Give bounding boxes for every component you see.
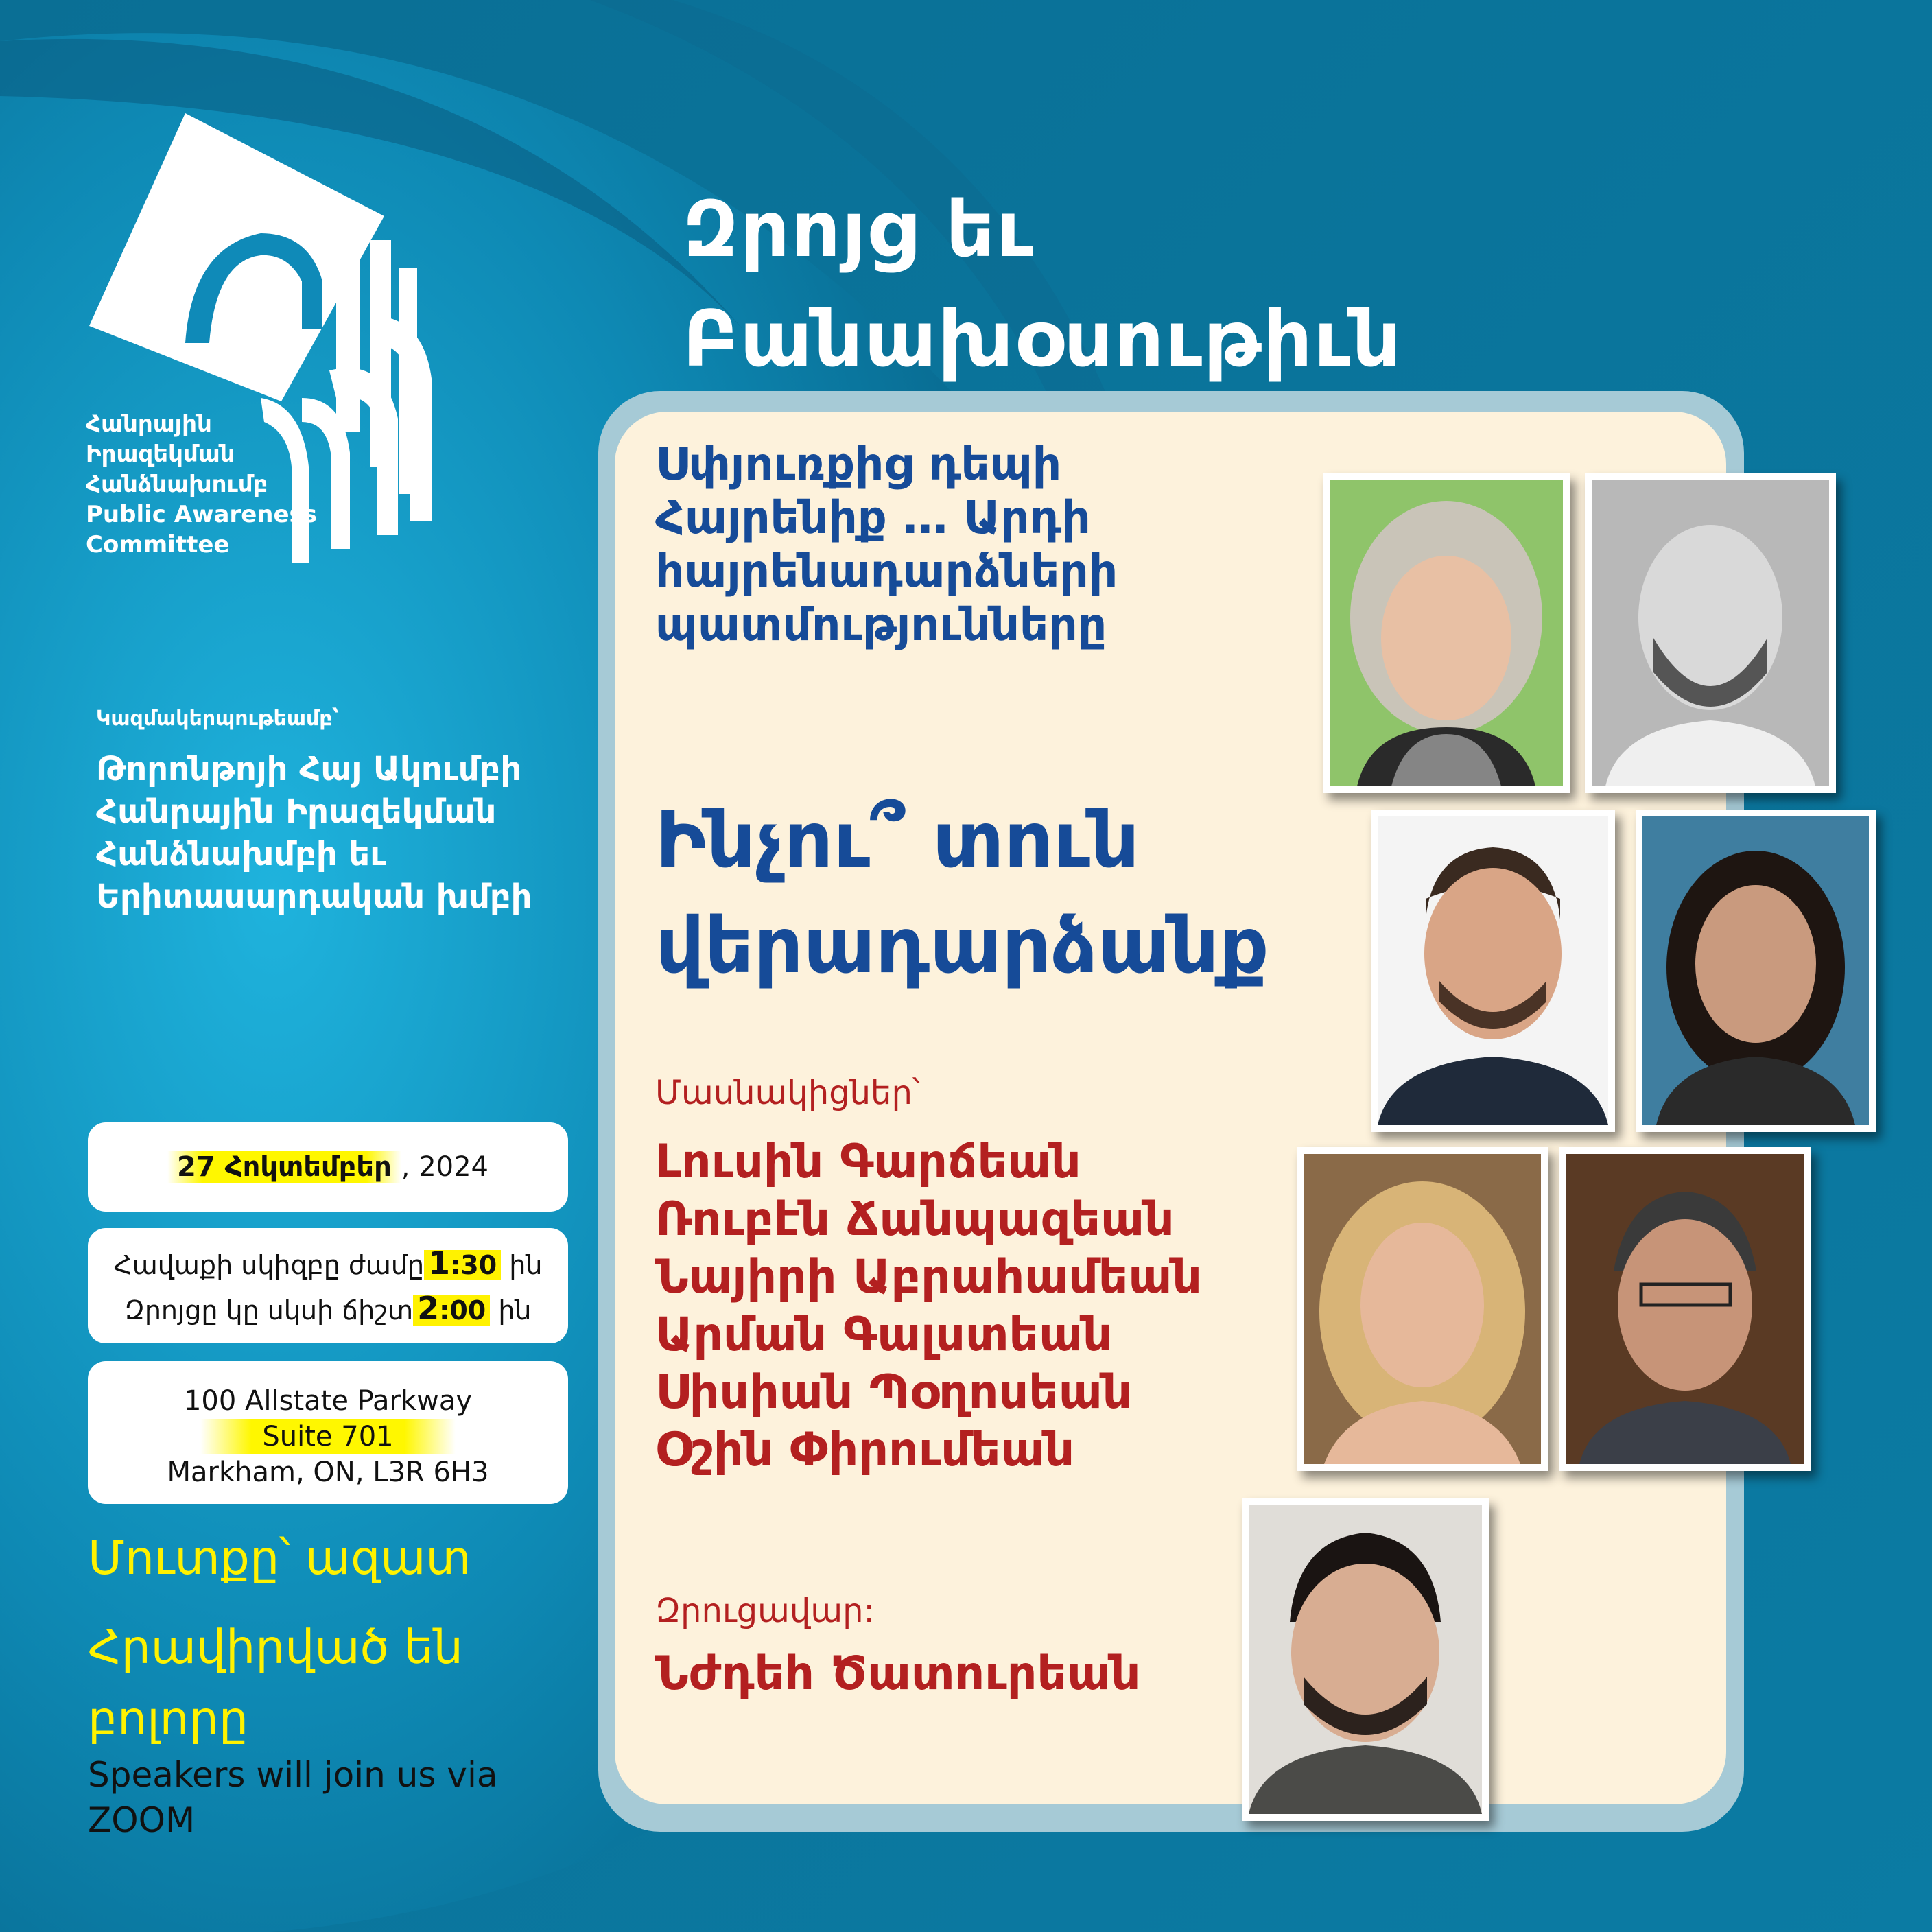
participant-name: Նայիրի Աբրահամեան bbox=[655, 1250, 1202, 1304]
speaker-photo-5 bbox=[1297, 1147, 1548, 1471]
talk-hour: 2 bbox=[417, 1290, 440, 1327]
address-city: Markham, ON, L3R 6H3 bbox=[167, 1457, 489, 1488]
speaker-photo-1 bbox=[1323, 473, 1570, 793]
title-line-2: Բանախօսութիւն bbox=[683, 295, 1403, 384]
talk-time-suffix: ին bbox=[498, 1295, 532, 1326]
speaker-photo-6 bbox=[1559, 1147, 1811, 1471]
participant-name: Ռուբէն Ճանպազեան bbox=[655, 1192, 1175, 1247]
talk-minute: :00 bbox=[439, 1295, 486, 1326]
event-date-year: , 2024 bbox=[401, 1151, 489, 1183]
participant-name: Արման Գալստեան bbox=[655, 1308, 1113, 1362]
talk-start-value bbox=[413, 1290, 490, 1327]
organizer-name: Թորոնթոյի Հայ Ակումբի Հանրային Իրազեկման Հանձնախմբի եւ Երիտասարդական խմբի bbox=[96, 750, 532, 916]
event-date-day: 27 Հոկտեմբեր bbox=[167, 1151, 401, 1183]
event-question-heading: Ինչու՞ տուն վերադարձանք bbox=[655, 796, 1269, 991]
logo-english-1: Public Awareness bbox=[86, 501, 317, 528]
gathering-time-value bbox=[424, 1245, 501, 1282]
entry-free-text: Մուտքը՝ ազատ bbox=[88, 1531, 471, 1586]
logo-english-2: Committee bbox=[86, 531, 230, 558]
participant-name: Օշին Փիրումեան bbox=[655, 1423, 1075, 1477]
date-box bbox=[88, 1122, 568, 1212]
organizer-label: Կազմակերպութեամբ՝ bbox=[96, 707, 339, 731]
gathering-minute: :30 bbox=[450, 1250, 497, 1280]
gathering-hour: 1 bbox=[428, 1245, 451, 1282]
participants-list bbox=[655, 1133, 1341, 1479]
gathering-time-suffix: ին bbox=[509, 1250, 543, 1280]
gathering-time-label: Հավաքի սկիզբը ժամը bbox=[113, 1250, 425, 1280]
talk-start-time bbox=[88, 1286, 568, 1331]
participant-name: Լուսին Գարճեան bbox=[655, 1135, 1081, 1189]
speaker-photo-2 bbox=[1585, 473, 1836, 793]
time-box bbox=[88, 1228, 568, 1343]
moderator-name: Նժդեհ Ծատուրեան bbox=[655, 1647, 1141, 1701]
talk-start-label: Զրոյցը կը սկսի ճիշտ bbox=[124, 1295, 414, 1326]
address-box bbox=[88, 1361, 568, 1504]
moderator-label: Զրուցավար: bbox=[655, 1592, 875, 1630]
zoom-note: Speakers will join us via ZOOM bbox=[88, 1755, 498, 1840]
participants-label: Մասնակիցներ՝ bbox=[655, 1074, 921, 1112]
address-street: 100 Allstate Parkway bbox=[183, 1385, 473, 1417]
page-title bbox=[683, 175, 1402, 394]
gathering-time bbox=[88, 1240, 568, 1286]
title-line-1: Զրոյց եւ bbox=[683, 185, 1035, 274]
address-suite: Suite 701 bbox=[200, 1419, 455, 1454]
logo-line-2: Իրազեկման bbox=[86, 440, 235, 468]
speaker-photo-3 bbox=[1371, 810, 1615, 1132]
invite-text: Հրավիրված են բոլորը bbox=[88, 1621, 463, 1746]
moderator-photo bbox=[1242, 1498, 1489, 1821]
logo-caption bbox=[86, 409, 317, 560]
event-subtitle: Սփյուռքից դեպի Հայրենիք … Արդի հայրենադարձների պատմությունները bbox=[655, 438, 1118, 651]
participant-name: Սիսիան Պօղոսեան bbox=[655, 1365, 1133, 1419]
logo-line-1: Հանրային bbox=[86, 410, 212, 438]
speaker-photo-4 bbox=[1636, 810, 1876, 1132]
logo-line-3: Հանձնախումբ bbox=[86, 471, 268, 498]
